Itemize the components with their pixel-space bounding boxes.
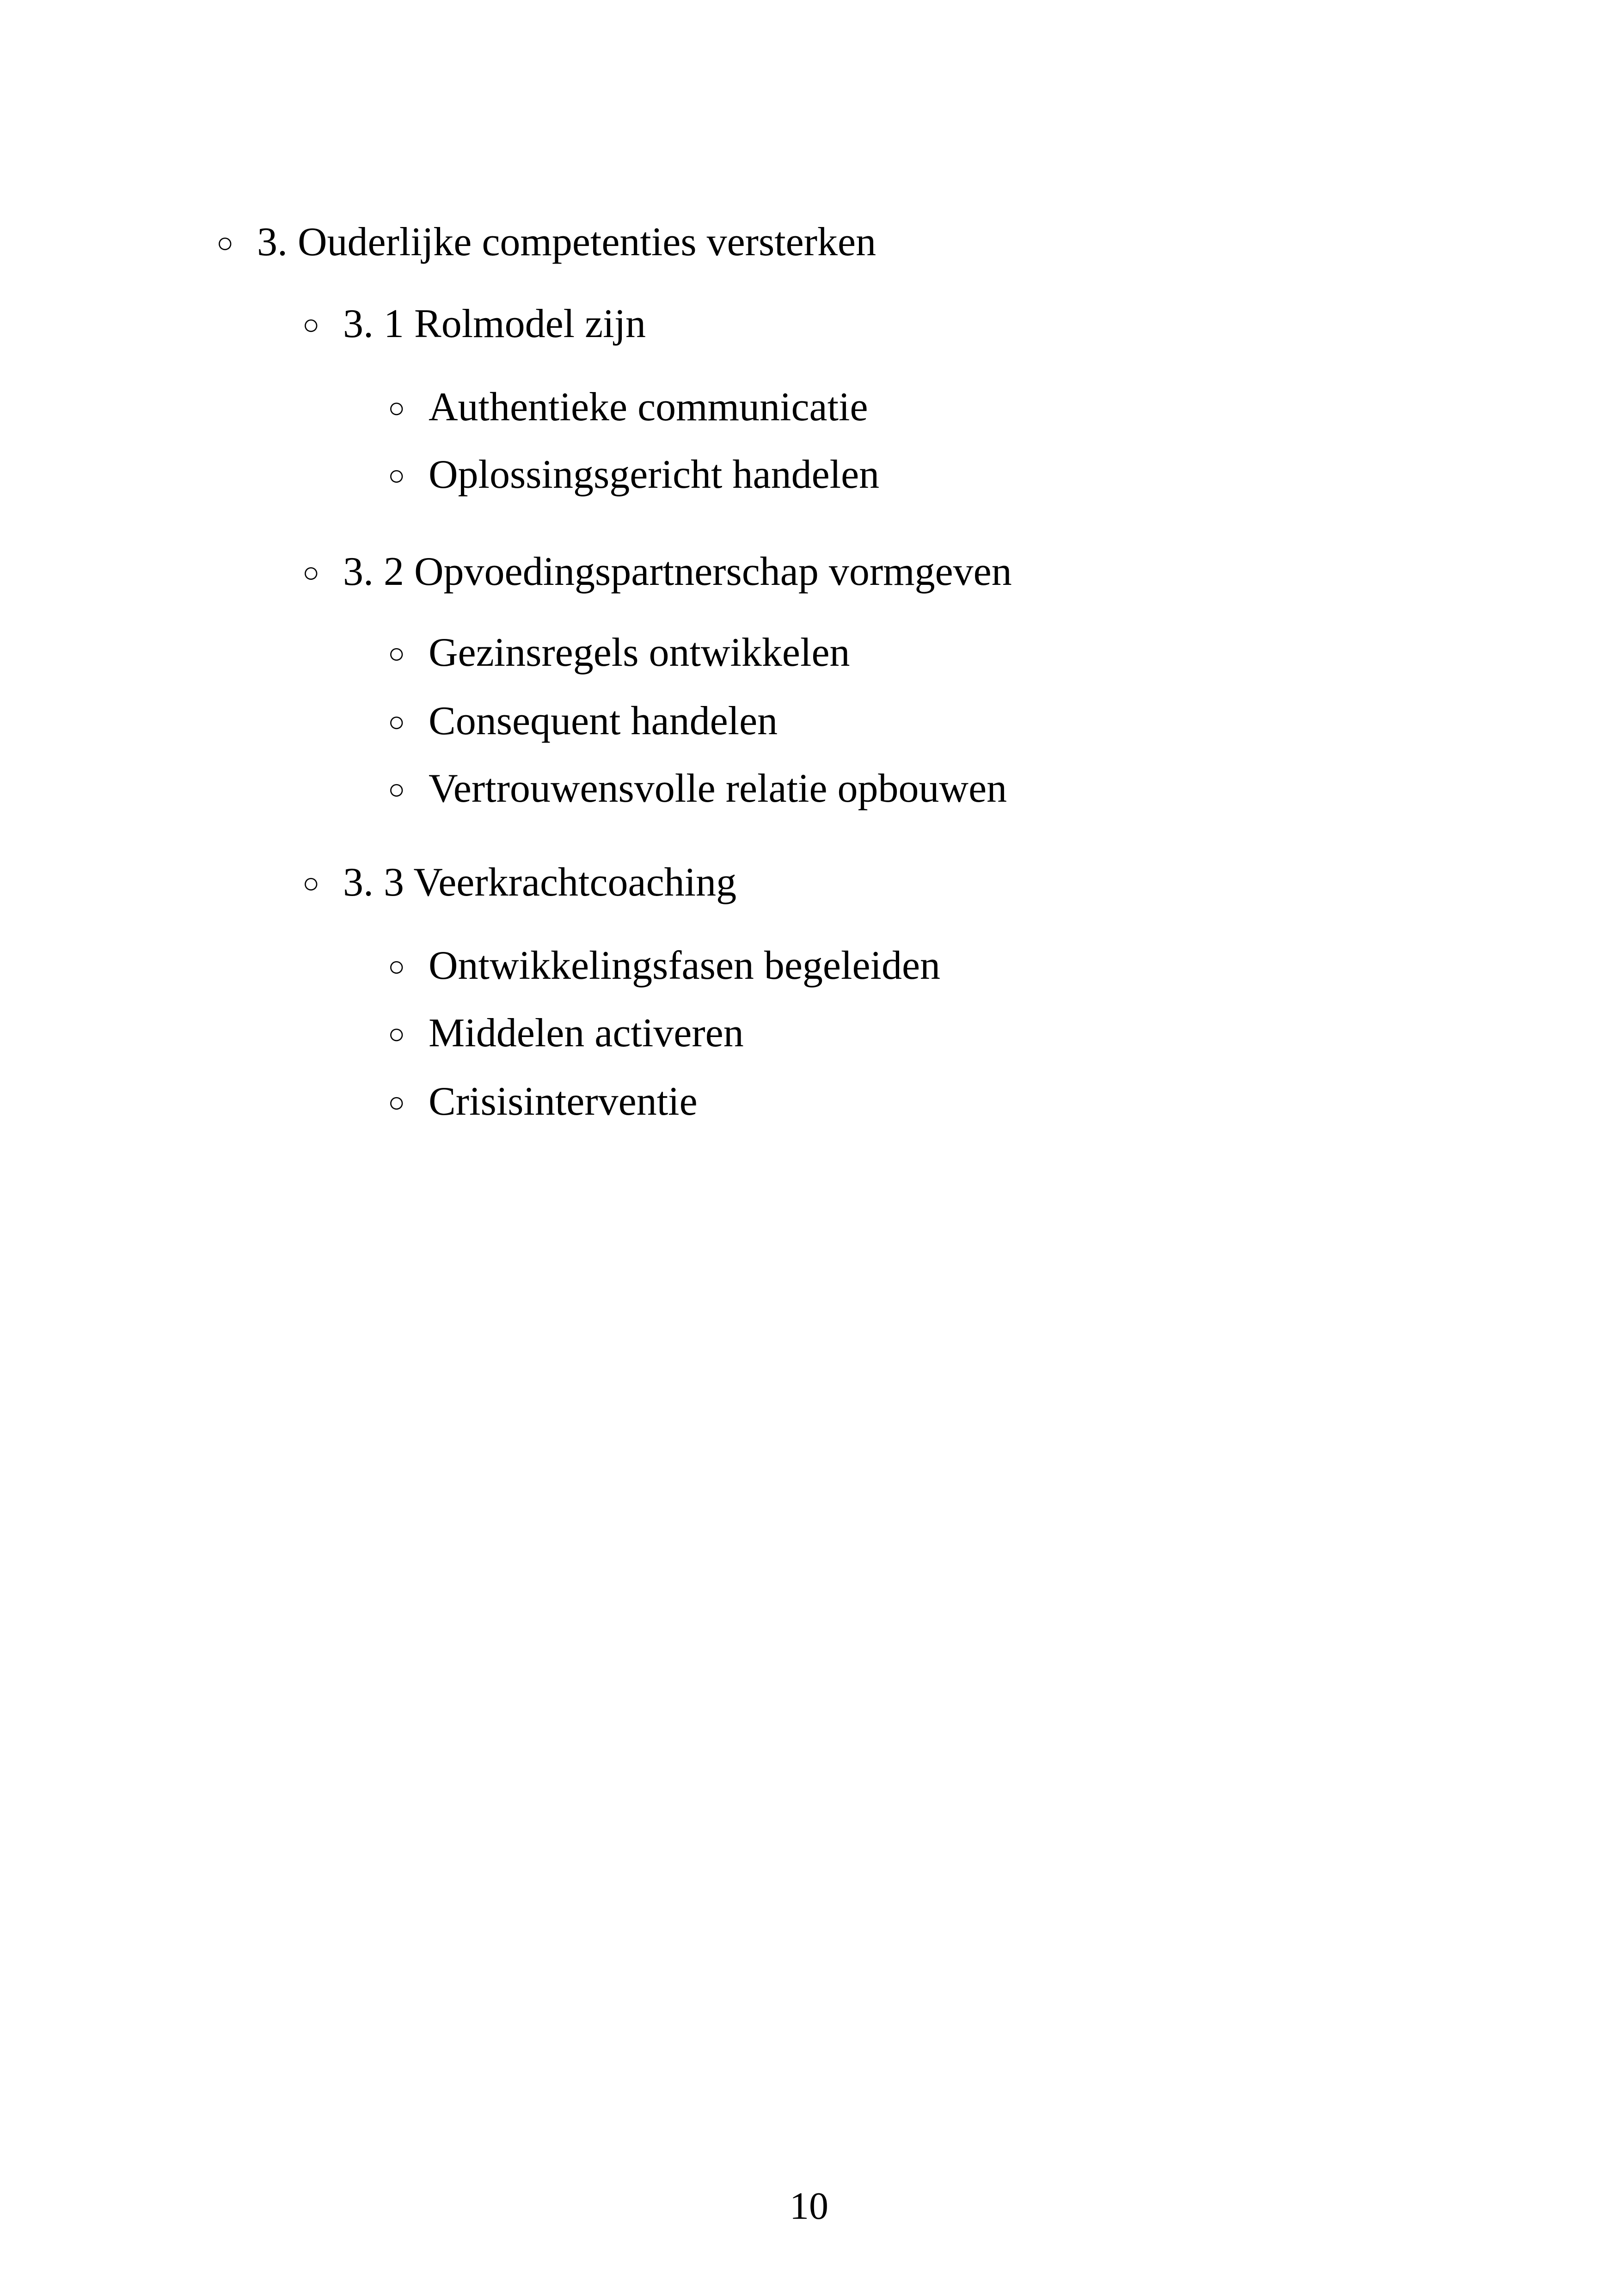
list-item-text: Middelen activeren — [429, 1011, 744, 1056]
list-item-text: Authentieke communicatie — [429, 385, 868, 430]
hollow-circle-bullet-icon: ○ — [388, 774, 405, 805]
hollow-circle-bullet-icon: ○ — [302, 868, 320, 899]
list-item-text: Crisisinterventie — [429, 1079, 698, 1124]
section-title — [302, 862, 736, 903]
page-number: 10 — [790, 2185, 828, 2228]
outline-heading — [216, 222, 876, 263]
hollow-circle-bullet-icon: ○ — [302, 557, 320, 589]
hollow-circle-bullet-icon: ○ — [388, 706, 405, 738]
hollow-circle-bullet-icon: ○ — [216, 227, 234, 259]
hollow-circle-bullet-icon: ○ — [388, 1019, 405, 1050]
list-item-text: Gezinsregels ontwikkelen — [429, 630, 850, 675]
list-item — [388, 945, 940, 986]
list-item — [388, 387, 868, 428]
outline-heading-text: 3. Ouderlijke competenties versterken — [257, 220, 876, 264]
list-item-text: Ontwikkelingsfasen begeleiden — [429, 943, 941, 988]
list-item — [388, 1081, 698, 1122]
hollow-circle-bullet-icon: ○ — [388, 460, 405, 491]
list-item — [388, 701, 778, 742]
hollow-circle-bullet-icon: ○ — [388, 393, 405, 424]
section-title-text: 3. 1 Rolmodel zijn — [343, 301, 646, 346]
list-item — [388, 454, 879, 495]
section-title-text: 3. 3 Veerkrachtcoaching — [343, 860, 737, 905]
list-item-text: Oplossingsgericht handelen — [429, 452, 880, 497]
list-item — [388, 768, 1007, 809]
section-title — [302, 301, 646, 346]
hollow-circle-bullet-icon: ○ — [388, 951, 405, 982]
list-item — [388, 1013, 744, 1054]
section-title-text: 3. 2 Opvoedingspartnerschap vormgeven — [343, 549, 1012, 594]
hollow-circle-bullet-icon: ○ — [388, 1087, 405, 1118]
section-title — [302, 549, 1012, 594]
list-item-text: Vertrouwensvolle relatie opbouwen — [429, 766, 1007, 811]
list-item — [388, 632, 850, 673]
hollow-circle-bullet-icon: ○ — [302, 309, 320, 341]
hollow-circle-bullet-icon: ○ — [388, 638, 405, 669]
list-item-text: Consequent handelen — [429, 699, 778, 743]
